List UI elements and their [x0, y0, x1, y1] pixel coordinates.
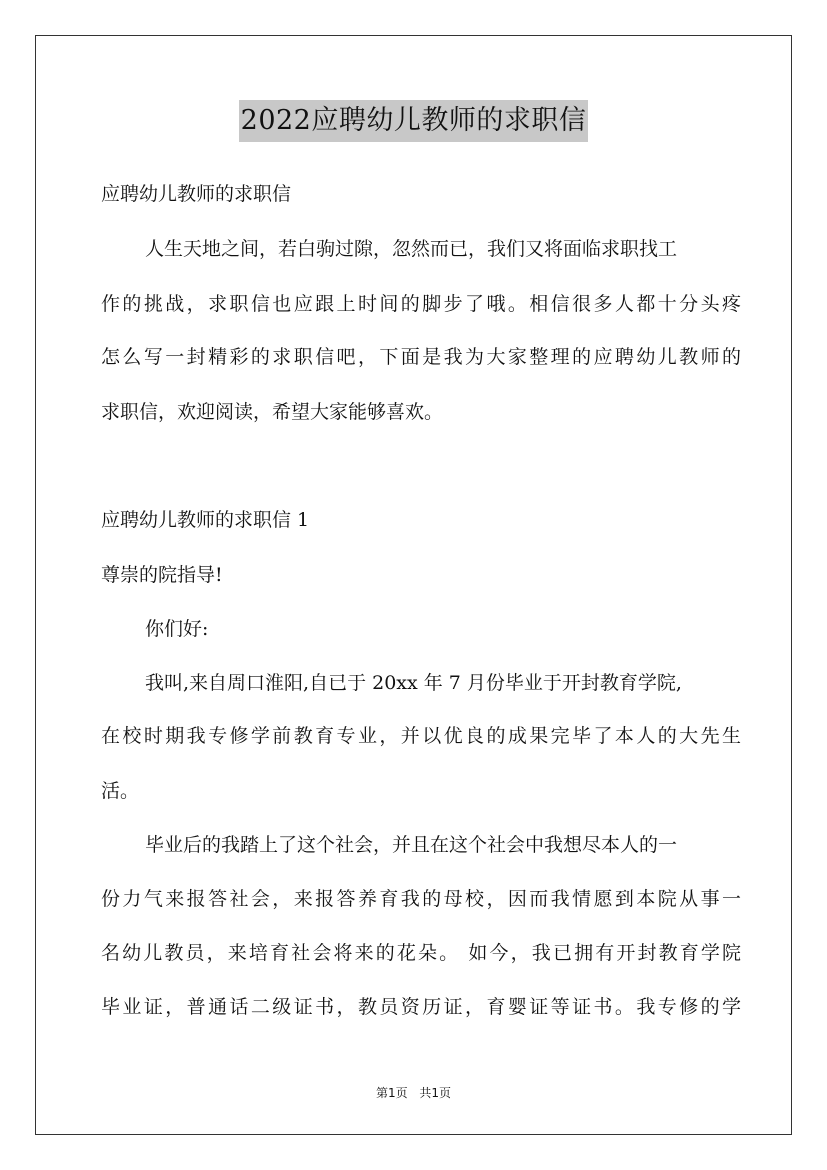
paragraph-line: 人生天地之间，若白驹过隙，忽然而已，我们又将面临求职找工: [145, 238, 678, 260]
paragraph-line: 作的挑战，求职信也应跟上时间的脚步了哦。相信很多人都十分头疼: [101, 293, 741, 315]
paragraph-line: 怎么写一封精彩的求职信吧，下面是我为大家整理的应聘幼儿教师的: [101, 346, 741, 368]
greeting: 你们好:: [145, 618, 209, 640]
paragraph-line: 我叫,来自周口淮阳,自已于 20xx 年 7 月份毕业于开封教育学院,: [145, 672, 682, 694]
section-heading: 应聘幼儿教师的求职信 1: [101, 509, 310, 531]
page-number: 第1页: [375, 1086, 408, 1100]
paragraph-line: 求职信，欢迎阅读，希望大家能够喜欢。: [101, 401, 444, 423]
salutation: 尊崇的院指导!: [101, 564, 223, 586]
document-title: 2022应聘幼儿教师的求职信: [239, 100, 589, 142]
paragraph-line: 在校时期我专修学前教育专业，并以优良的成果完毕了本人的大先生: [101, 725, 741, 747]
heading-line: 应聘幼儿教师的求职信: [101, 183, 292, 205]
page-footer: [0, 1084, 827, 1101]
page-total: 共1页: [419, 1086, 452, 1100]
paragraph-line: 毕业后的我踏上了这个社会，并且在这个社会中我想尽本人的一: [145, 834, 678, 856]
paragraph-line: 活。: [101, 780, 140, 802]
paragraph-line: 名幼儿教员，来培育社会将来的花朵。 如今，我已拥有开封教育学院: [101, 942, 741, 964]
paragraph-line: 份力气来报答社会，来报答养育我的母校，因而我情愿到本院从事一: [101, 888, 741, 910]
paragraph-line: 毕业证，普通话二级证书，教员资历证，育婴证等证书。我专修的学: [101, 996, 741, 1018]
title-wrap: [0, 100, 827, 142]
